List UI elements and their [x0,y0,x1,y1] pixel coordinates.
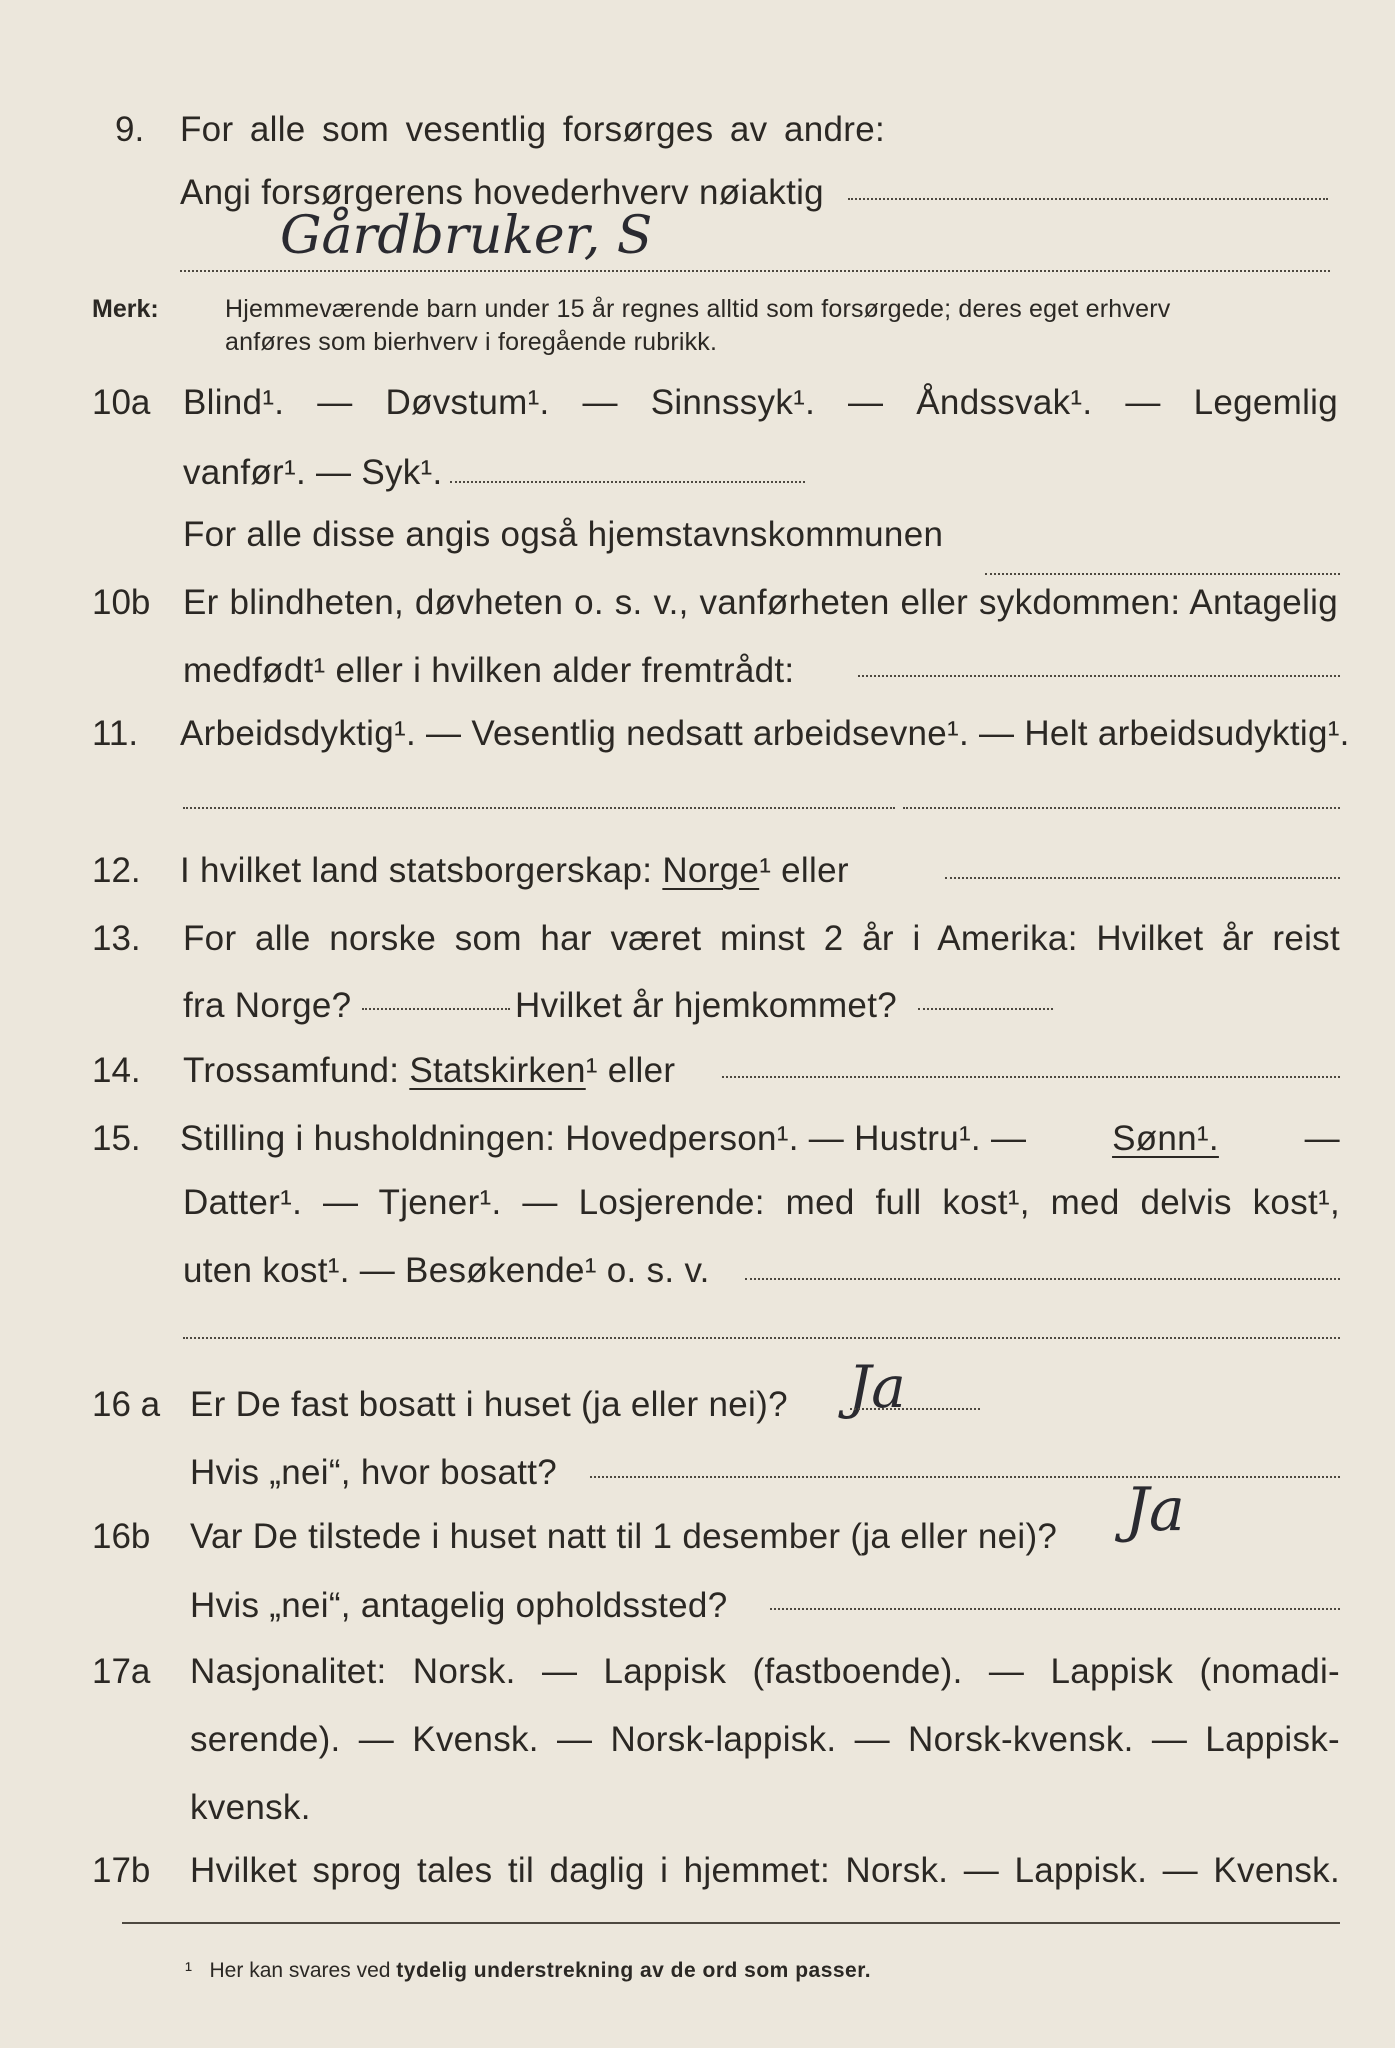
q17b-line1: Hvilket sprog tales til daglig i hjemmet: Norsk. — Lappisk. — Kvensk. [190,1851,1340,1890]
q11-line1: Arbeidsdyktig¹. — Vesentlig nedsatt arbeidsevne¹. — Helt arbeidsudyktig¹. [180,714,1350,753]
q16a-dotted-line-2 [590,1476,1340,1478]
q14-text [183,1053,675,1088]
q11-number: 11. [92,714,139,753]
q14-suffix: ¹ eller [585,1051,676,1090]
q12-prefix: I hvilket land statsborgerskap: [180,851,653,890]
q17a-line1: Nasjonalitet: Norsk. — Lappisk (fastboende). — Lappisk (nomadi- [190,1652,1340,1691]
q10a-dotted-line-2 [985,573,1340,575]
q15-number: 15. [92,1119,141,1158]
q15-dotted-line-2 [183,1337,1340,1339]
q15-line2: Datter¹. — Tjener¹. — Losjerende: med full kost¹, med delvis kost¹, [183,1183,1340,1222]
q10b-line2: medfødt¹ eller i hvilken alder fremtrådt: [183,651,795,690]
q13-line1: For alle norske som har været minst 2 år i Amerika: Hvilket år reist [183,919,1340,958]
q17a-line2: serende). — Kvensk. — Norsk-lappisk. — Norsk-kvensk. — Lappisk- [190,1720,1340,1759]
q15-line1-suffix: — [1304,1119,1340,1158]
q17b-number: 17b [92,1851,151,1890]
q15-line1 [180,1121,1340,1156]
q10a-line3: For alle disse angis også hjemstavnskommunen [183,515,944,554]
q16a-line2: Hvis „nei“, hvor bosatt? [190,1453,558,1492]
q9-line2: Angi forsørgerens hovederhverv nøiaktig [180,173,824,212]
q16a-handwritten-answer: Ja [848,1353,906,1421]
q10b-line1: Er blindheten, døvheten o. s. v., vanførheten eller sykdommen: Antagelig [183,583,1338,622]
q15-line1-prefix: Stilling i husholdningen: Hovedperson¹. — Hustru¹. — [180,1119,1027,1158]
q10a-line2: vanfør¹. — Syk¹. [183,453,443,492]
q13-number: 13. [92,919,141,958]
q16b-line1: Var De tilstede i huset natt til 1 desember (ja eller nei)? [190,1517,1058,1556]
q16a-number: 16 a [92,1385,161,1424]
q9-number: 9. [115,110,145,149]
q16b-number: 16b [92,1517,151,1556]
q14-dotted-line [722,1076,1340,1078]
merk-label: Merk: [92,295,159,323]
q9-line1: For alle som vesentlig forsørges av andre: [180,110,885,149]
q10b-number: 10b [92,583,151,622]
q16a-dotted-line-1 [850,1408,980,1410]
q17a-line3: kvensk. [190,1788,311,1827]
footnote [185,1960,871,1981]
q11-dotted-line-1 [183,807,895,809]
q14-prefix: Trossamfund: [183,1051,400,1090]
q11-dotted-line-2 [903,807,1340,809]
q10b-dotted-line [858,675,1340,677]
q10a-dotted-line-1 [450,481,805,483]
q13-line2b: Hvilket år hjemkommet? [515,986,897,1025]
footnote-marker: ¹ [185,1959,192,1982]
q15-line3: uten kost¹. — Besøkende¹ o. s. v. [183,1251,710,1290]
q12-suffix: ¹ eller [759,851,849,890]
q13-dotted-line-1 [362,1008,510,1010]
footnote-bold-text: tydelig understrekning av de ord som passer. [396,1959,872,1982]
q15-underlined-answer: Sønn¹. [1112,1119,1219,1158]
q12-text [180,853,849,888]
q14-number: 14. [92,1051,141,1090]
q12-dotted-line [945,877,1340,879]
q9-handwritten-answer: Gårdbruker, S [280,206,653,266]
q9-answer-dotted-line-2 [180,270,1330,272]
q16b-dotted-line [770,1608,1340,1610]
q13-line2a: fra Norge? [183,986,352,1025]
footnote-rule [122,1922,1340,1924]
footnote-plain-text: Her kan svares ved [209,1959,391,1982]
q12-underlined-answer: Norge [662,851,760,890]
q12-number: 12. [92,851,141,890]
q16a-line1: Er De fast bosatt i huset (ja eller nei)? [190,1385,788,1424]
merk-line1: Hjemmeværende barn under 15 år regnes alltid som forsørgede; deres eget erhverv [225,295,1171,323]
q16b-line2: Hvis „nei“, antagelig opholdssted? [190,1586,728,1625]
merk-line2: anføres som bierhverv i foregående rubrikk. [225,328,718,356]
q10a-line1: Blind¹. — Døvstum¹. — Sinnssyk¹. — Åndssvak¹. — Legemlig [183,383,1338,422]
q10a-number: 10a [92,383,151,422]
q13-dotted-line-2 [918,1008,1053,1010]
q16b-handwritten-answer: Ja [1125,1475,1185,1545]
q14-underlined-answer: Statskirken [409,1051,586,1090]
q17a-number: 17a [92,1652,151,1691]
q15-dotted-line-1 [745,1278,1340,1280]
q9-answer-dotted-line-1 [848,198,1328,200]
